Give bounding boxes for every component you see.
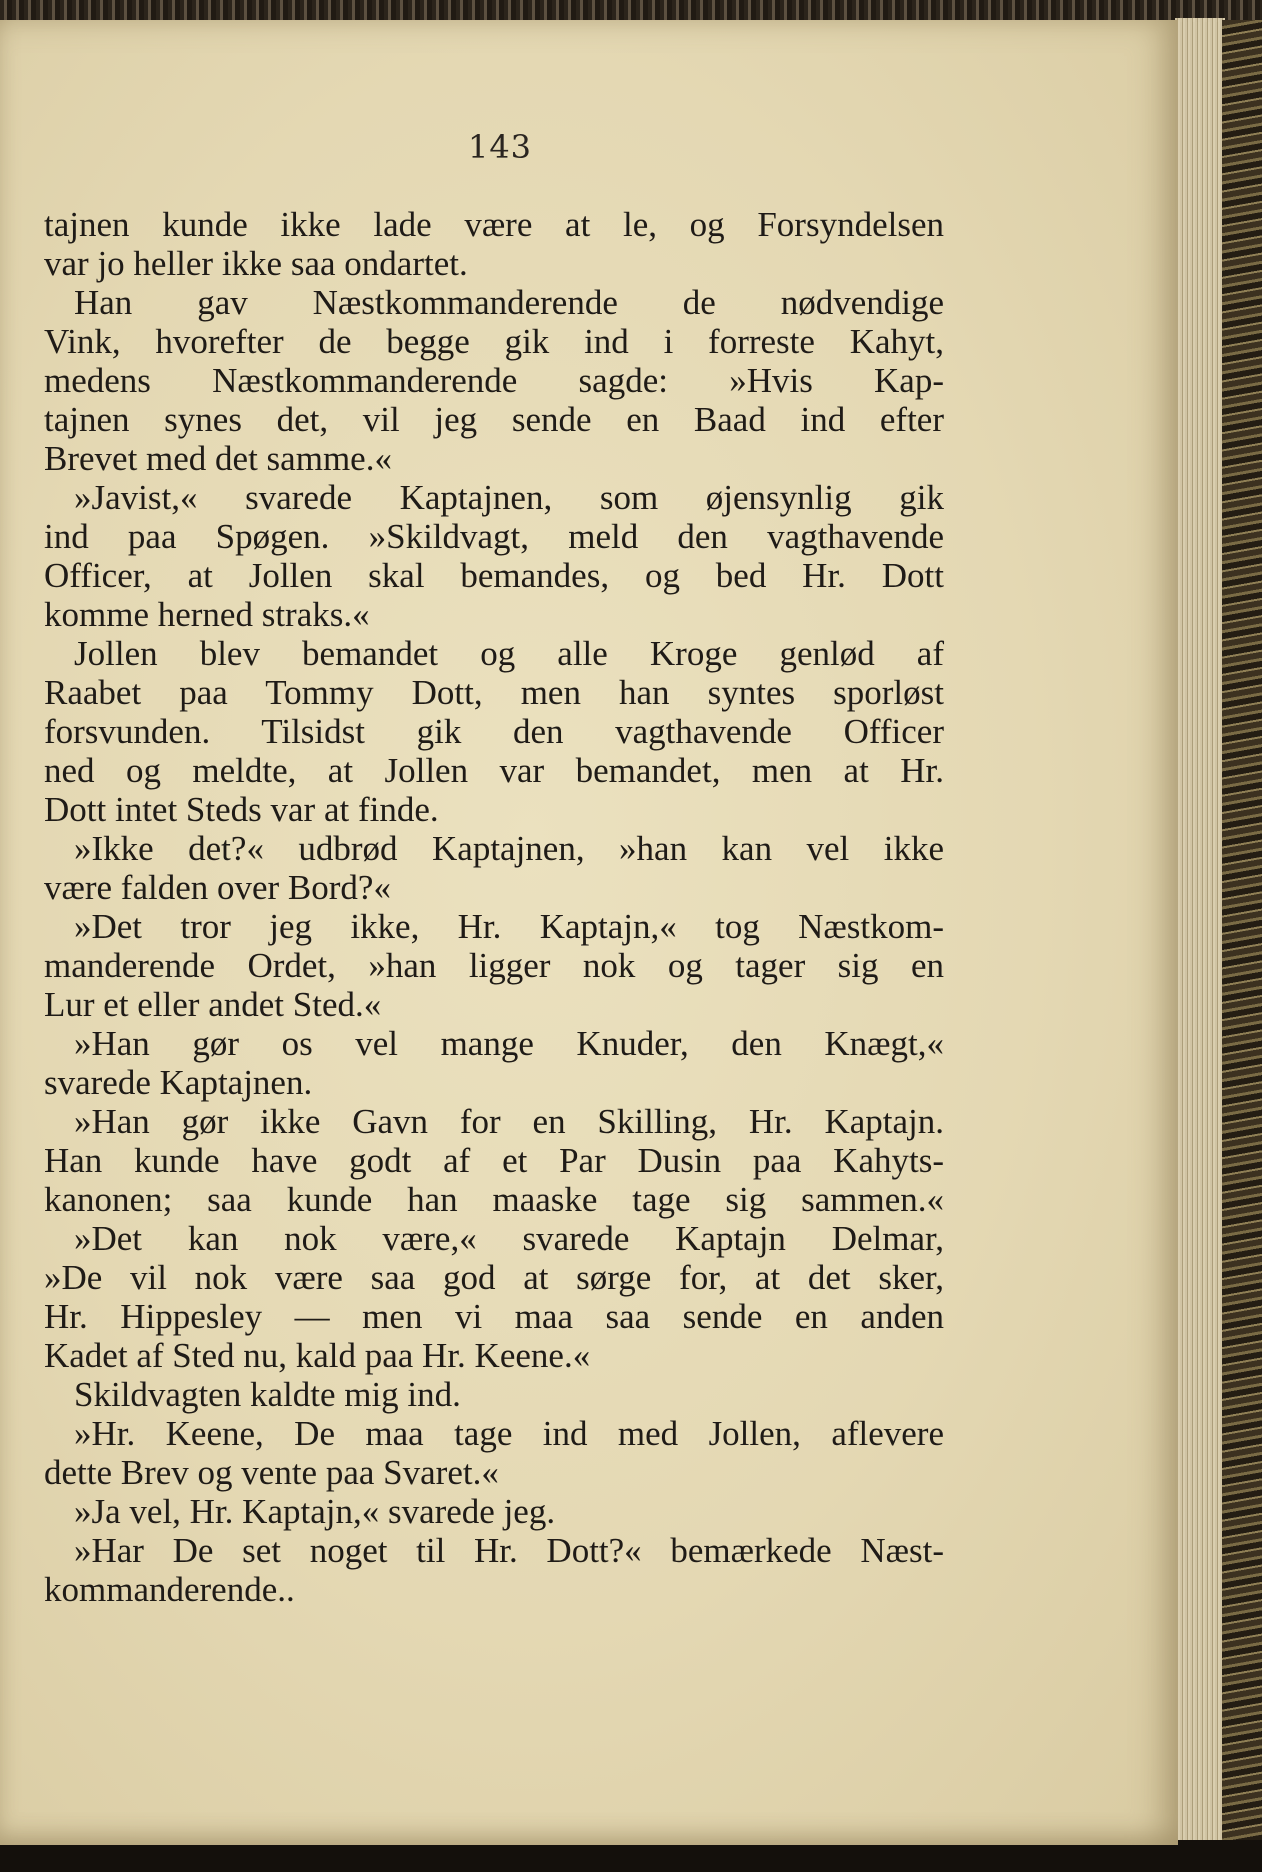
text-line: kommanderende.. <box>44 1570 295 1609</box>
page-text <box>44 205 944 1609</box>
text-line: Hr. Hippesley — men vi maa saa sende en anden <box>44 1297 944 1336</box>
book-top-edge <box>0 0 1262 22</box>
text-line: »Ikke det?« udbrød Kaptajnen, »han kan vel ikke <box>74 829 944 868</box>
text-line: Skildvagten kaldte mig ind. <box>74 1375 461 1414</box>
text-line: »Det kan nok være,« svarede Kaptajn Delmar, <box>74 1219 944 1258</box>
text-line: forsvunden. Tilsidst gik den vagthavende Officer <box>44 712 944 751</box>
text-line: »Det tror jeg ikke, Hr. Kaptajn,« tog Næstkom- <box>74 907 944 946</box>
text-line: »Ja vel, Hr. Kaptajn,« svarede jeg. <box>74 1492 556 1531</box>
text-line: »De vil nok være saa god at sørge for, at det sker, <box>44 1258 944 1297</box>
text-line: Kadet af Sted nu, kald paa Hr. Keene.« <box>44 1336 591 1375</box>
text-line: »Hr. Keene, De maa tage ind med Jollen, aflevere <box>74 1414 944 1453</box>
text-line: Han gav Næstkommanderende de nødvendige <box>74 283 944 322</box>
text-line: medens Næstkommanderende sagde: »Hvis Kap- <box>44 361 944 400</box>
book-page <box>0 20 1178 1845</box>
text-line: ned og meldte, at Jollen var bemandet, men at Hr. <box>44 751 944 790</box>
book-cover-edge <box>1222 20 1262 1850</box>
text-line: Han kunde have godt af et Par Dusin paa Kahyts- <box>44 1141 944 1180</box>
text-line: dette Brev og vente paa Svaret.« <box>44 1453 499 1492</box>
text-line: Dott intet Steds var at finde. <box>44 790 439 829</box>
text-line: tajnen kunde ikke lade være at le, og Forsyndelsen <box>44 205 944 244</box>
text-line: ind paa Spøgen. »Skildvagt, meld den vagthavende <box>44 517 944 556</box>
text-line: Raabet paa Tommy Dott, men han syntes sporløst <box>44 673 944 712</box>
text-line: svarede Kaptajnen. <box>44 1063 313 1102</box>
text-line: være falden over Bord?« <box>44 868 391 907</box>
text-line: Lur et eller andet Sted.« <box>44 985 382 1024</box>
text-line: Brevet med det samme.« <box>44 439 392 478</box>
text-line: Jollen blev bemandet og alle Kroge genlød af <box>74 634 944 673</box>
page-number: 143 <box>467 128 533 166</box>
text-line: Vink, hvorefter de begge gik ind i forreste Kahyt, <box>44 322 944 361</box>
text-line: komme herned straks.« <box>44 595 370 634</box>
text-line: »Javist,« svarede Kaptajnen, som øjensynlig gik <box>74 478 944 517</box>
page-edges <box>1175 18 1225 1848</box>
text-line: Officer, at Jollen skal bemandes, og bed Hr. Dott <box>44 556 944 595</box>
text-line: kanonen; saa kunde han maaske tage sig sammen.« <box>44 1180 944 1219</box>
text-line: var jo heller ikke saa ondartet. <box>44 244 468 283</box>
text-line: »Han gør os vel mange Knuder, den Knægt,« <box>74 1024 944 1063</box>
text-line: tajnen synes det, vil jeg sende en Baad ind efter <box>44 400 944 439</box>
text-line: »Har De set noget til Hr. Dott?« bemærkede Næst- <box>74 1531 944 1570</box>
text-line: »Han gør ikke Gavn for en Skilling, Hr. Kaptajn. <box>74 1102 944 1141</box>
text-line: manderende Ordet, »han ligger nok og tager sig en <box>44 946 944 985</box>
